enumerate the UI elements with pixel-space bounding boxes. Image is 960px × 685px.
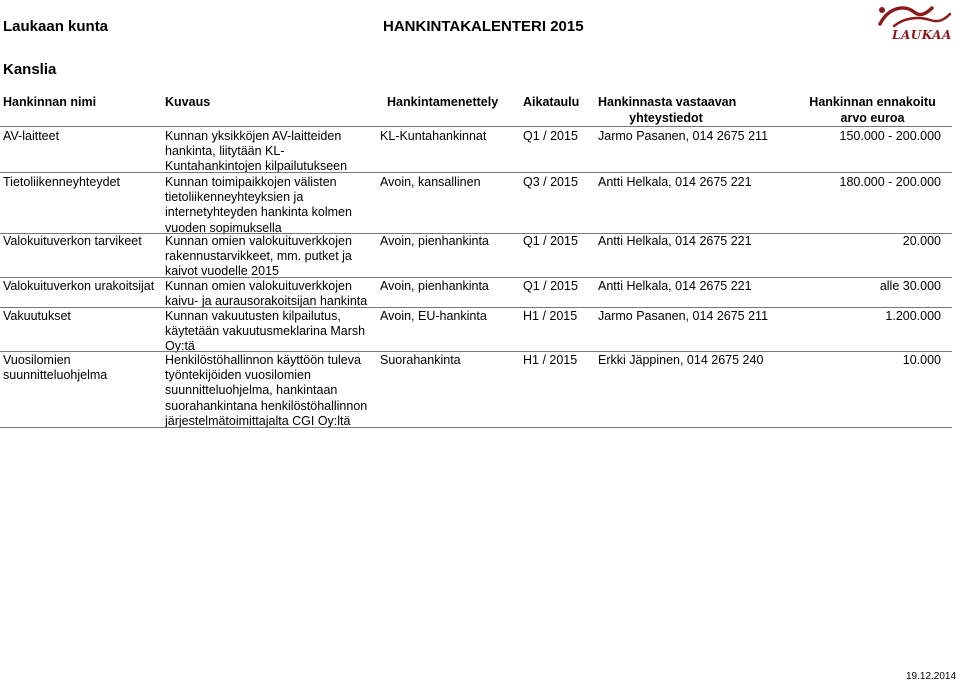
- section-title: Kanslia: [3, 61, 57, 78]
- row-value: alle 30.000: [879, 279, 941, 293]
- row-contact: Erkki Jäppinen, 014 2675 240: [598, 353, 764, 367]
- row-contact: Antti Helkala, 014 2675 221: [598, 175, 752, 189]
- divider: [0, 351, 952, 352]
- row-name: Vuosilomien suunnitteluohjelma: [3, 353, 108, 383]
- row-name: Valokuituverkon tarvikeet: [3, 234, 142, 248]
- row-contact: Antti Helkala, 014 2675 221: [598, 279, 752, 293]
- logo-text: LAUKAA: [892, 28, 952, 42]
- row-schedule: Q1 / 2015: [523, 129, 578, 143]
- row-value: 180.000 - 200.000: [839, 175, 941, 189]
- row-schedule: H1 / 2015: [523, 353, 578, 367]
- row-name: Tietoliikenneyhteydet: [3, 175, 120, 189]
- col-header-name: Hankinnan nimi: [3, 95, 97, 109]
- row-schedule: Q3 / 2015: [523, 175, 578, 189]
- col-header-value: [800, 95, 945, 126]
- divider: [0, 307, 952, 308]
- row-contact: Antti Helkala, 014 2675 221: [598, 234, 752, 248]
- row-description: Kunnan yksikköjen AV-laitteiden hankinta, liitytään KL-Kuntahankintojen kilpailutukseen: [165, 129, 348, 174]
- row-contact: Jarmo Pasanen, 014 2675 211: [598, 129, 769, 143]
- col-header-contact: [598, 95, 736, 126]
- col-header-method: Hankintamenettely: [387, 95, 499, 109]
- page-title: HANKINTAKALENTERI 2015: [383, 18, 584, 35]
- row-schedule: Q1 / 2015: [523, 234, 578, 248]
- municipality-name: Laukaan kunta: [3, 18, 109, 35]
- row-description: Kunnan toimipaikkojen välisten tietoliikenneyhteyksien ja internetyhteyden hankinta kolmen vuoden sopimuksella: [165, 175, 352, 235]
- col-header-contact-line1: Hankinnasta vastaavan: [598, 95, 737, 109]
- row-method: Avoin, EU-hankinta: [380, 309, 487, 323]
- row-method: Avoin, kansallinen: [380, 175, 481, 189]
- laukaa-logo: [874, 2, 956, 46]
- row-value: 20.000: [902, 234, 941, 248]
- col-header-contact-line2: yhteystiedot: [629, 110, 703, 125]
- row-method: Avoin, pienhankinta: [380, 279, 489, 293]
- row-value: 150.000 - 200.000: [839, 129, 941, 143]
- row-contact: Jarmo Pasanen, 014 2675 211: [598, 309, 769, 323]
- row-schedule: Q1 / 2015: [523, 279, 578, 293]
- page-header: [0, 0, 960, 54]
- divider: [0, 172, 952, 173]
- row-description: Kunnan omien valokuituverkkojen kaivu- ja aurausorakoitsijan hankinta: [165, 279, 368, 309]
- col-header-schedule: Aikataulu: [523, 95, 580, 109]
- row-name: Vakuutukset: [3, 309, 71, 323]
- row-method: KL-Kuntahankinnat: [380, 129, 487, 143]
- row-name: AV-laitteet: [3, 129, 60, 143]
- row-name: Valokuituverkon urakoitsijat: [3, 279, 155, 293]
- logo-swirl-icon: [874, 2, 956, 30]
- row-schedule: H1 / 2015: [523, 309, 578, 323]
- footer-date: 19.12.2014: [906, 671, 957, 682]
- row-value: 1.200.000: [885, 309, 941, 323]
- row-method: Suorahankinta: [380, 353, 461, 367]
- divider: [0, 427, 952, 428]
- divider: [0, 126, 952, 127]
- row-value: 10.000: [902, 353, 941, 367]
- col-header-description: Kuvaus: [165, 95, 211, 109]
- row-description: Henkilöstöhallinnon käyttöön tuleva työntekijöiden vuosilomien suunnitteluohjelma, hankintaan suorahankintana henkilöstöhallinnon järjestelmätoimittajalta CGI Oy:ltä: [165, 353, 368, 428]
- row-description: Kunnan omien valokuituverkkojen rakennustarvikkeet, mm. putket ja kaivot vuodelle 2015: [165, 234, 352, 279]
- col-header-value-line2: arvo euroa: [840, 110, 905, 125]
- col-header-value-line1: Hankinnan ennakoitu: [809, 95, 936, 109]
- row-method: Avoin, pienhankinta: [380, 234, 489, 248]
- divider: [0, 277, 952, 278]
- row-description: Kunnan vakuutusten kilpailutus, käytetään vakuutusmeklarina Marsh Oy:tä: [165, 309, 366, 354]
